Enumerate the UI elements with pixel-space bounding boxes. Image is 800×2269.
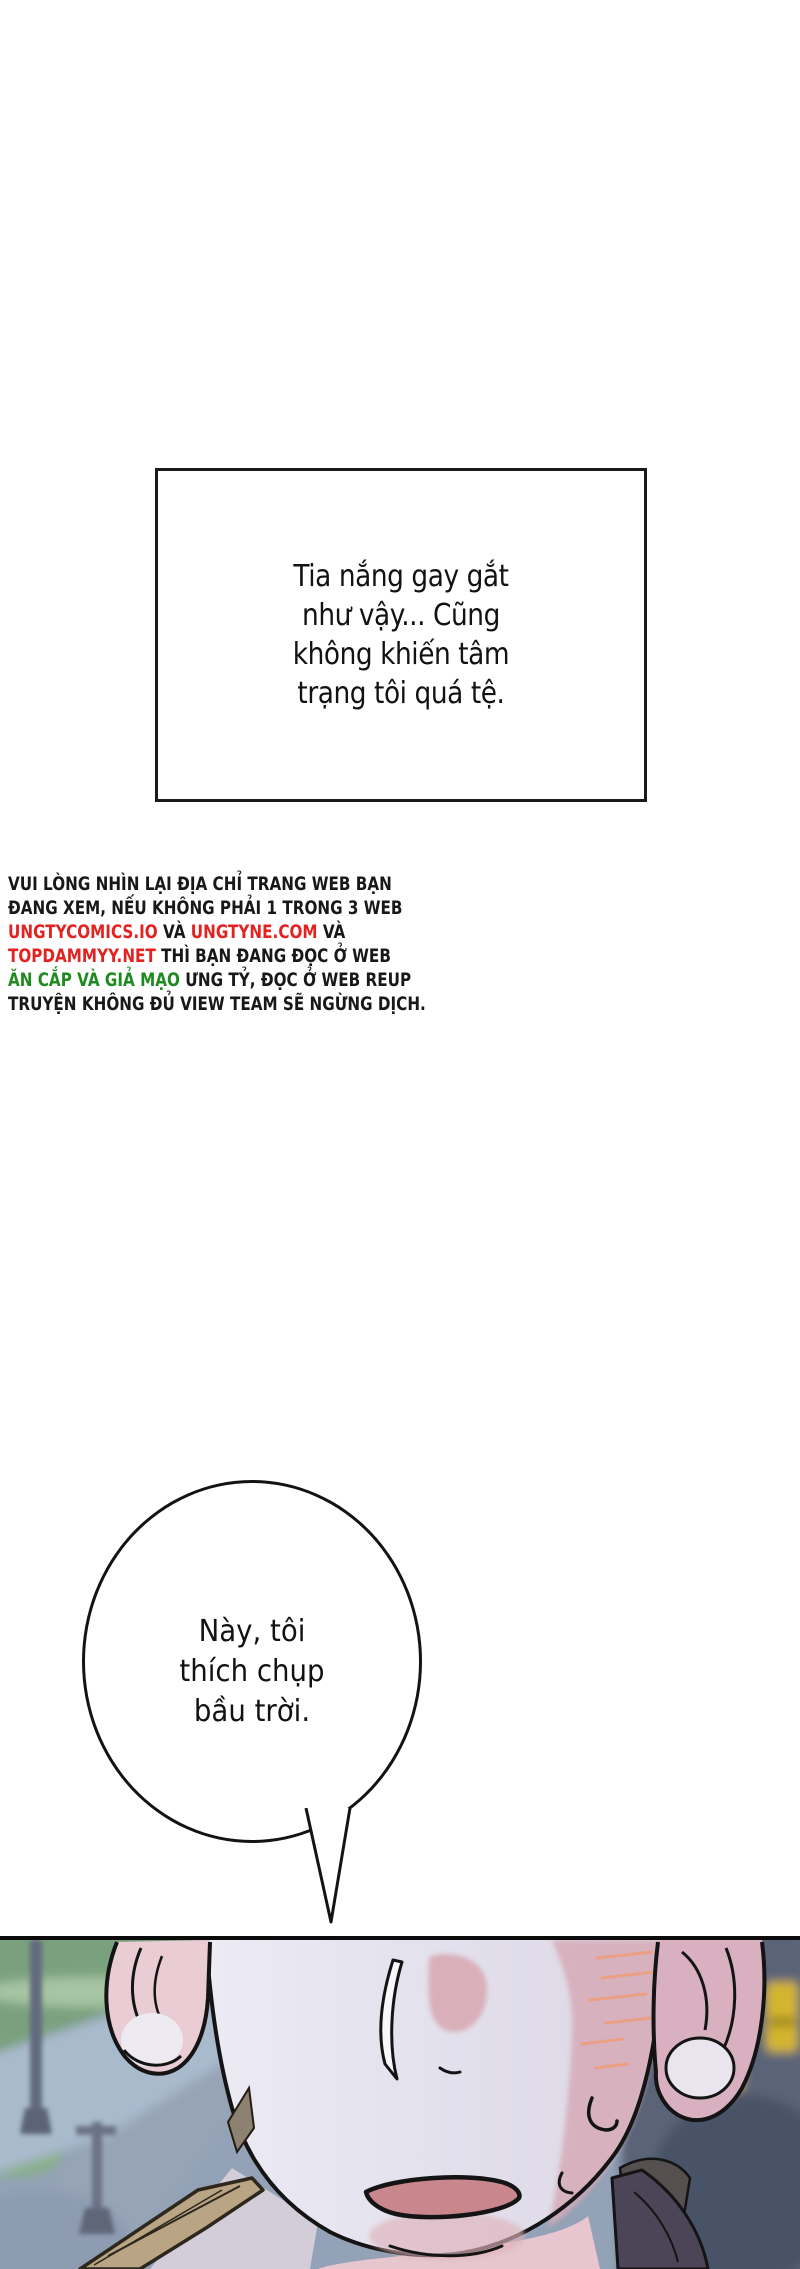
speech-line: bầu trời. [193, 1694, 311, 1729]
pirate-warning-highlight: ĂN CẮP VÀ GIẢ MẠO [8, 969, 180, 991]
narration-line: như vậy... Cũng [302, 598, 500, 633]
notice-line-4 [8, 944, 456, 968]
artwork-panel [0, 1936, 800, 2269]
url-ungtyne: UNGTYNE.COM [190, 921, 318, 943]
notice-line-1: VUI LÒNG NHÌN LẠI ĐỊA CHỈ TRANG WEB BẠN [8, 873, 392, 895]
narration-text [293, 557, 509, 713]
anti-piracy-notice [8, 872, 456, 1016]
url-ungtycomics: UNGTYCOMICS.IO [8, 921, 158, 943]
notice-conjunction: VÀ [157, 921, 191, 943]
url-topdammyy: TOPDAMMYY.NET [8, 945, 156, 967]
notice-conjunction: VÀ [317, 921, 346, 943]
narration-line: không khiến tâm [292, 637, 510, 672]
narration-line: trạng tôi quá tệ. [297, 676, 505, 711]
notice-line-2: ĐANG XEM, NẾU KHÔNG PHẢI 1 TRONG 3 WEB [8, 897, 403, 919]
speech-bubble-tail [300, 1808, 356, 1926]
notice-line-5-rest: ƯNG TỶ, ĐỌC Ở WEB REUP [179, 969, 412, 991]
scene-artwork [0, 1940, 800, 2269]
notice-line-3 [8, 920, 456, 944]
speech-line: Này, tôi [198, 1614, 306, 1649]
notice-line-4-rest: THÌ BẠN ĐANG ĐỌC Ở WEB [155, 945, 391, 967]
notice-line-5 [8, 968, 456, 992]
speech-line: thích chụp [179, 1654, 325, 1689]
speech-bubble-text [114, 1572, 390, 1772]
narration-box [155, 468, 647, 802]
notice-line-6: TRUYỆN KHÔNG ĐỦ VIEW TEAM SẼ NGỪNG DỊCH. [8, 993, 426, 1015]
narration-line: Tia nắng gay gắt [293, 559, 509, 594]
